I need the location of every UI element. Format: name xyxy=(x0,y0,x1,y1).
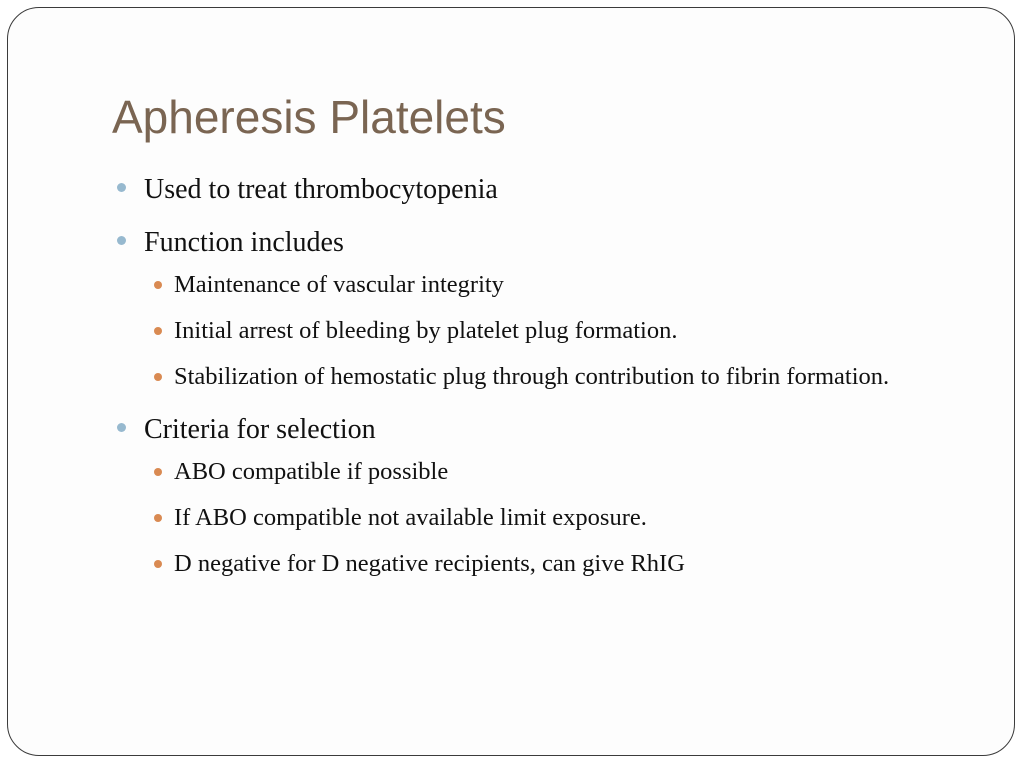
sub-bullet-text: Stabilization of hemostatic plug through contribution to fibrin formation. xyxy=(174,363,890,390)
sub-bullet-dot-icon xyxy=(154,373,162,381)
bullet-dot-icon xyxy=(117,236,126,245)
sub-bullet-text: Maintenance of vascular integrity xyxy=(174,271,504,298)
bullet-text: Criteria for selection xyxy=(144,414,376,445)
sub-bullet-dot-icon xyxy=(154,281,162,289)
sub-bullet-list xyxy=(144,452,942,584)
sub-bullet-item xyxy=(144,544,942,584)
bullet-text: Used to treat thrombocytopenia xyxy=(144,174,498,205)
sub-bullet-item xyxy=(144,311,942,351)
bullet-item-treatment xyxy=(112,170,942,210)
sub-bullet-dot-icon xyxy=(154,468,162,476)
sub-bullet-text: D negative for D negative recipients, can give RhIG xyxy=(174,550,685,577)
sub-bullet-dot-icon xyxy=(154,514,162,522)
slide-title: Apheresis Platelets xyxy=(112,91,506,143)
sub-bullet-item xyxy=(144,452,942,492)
bullet-dot-icon xyxy=(117,423,126,432)
sub-bullet-list xyxy=(144,265,942,397)
bullet-text: Function includes xyxy=(144,227,344,258)
bullet-list xyxy=(112,170,942,584)
sub-bullet-dot-icon xyxy=(154,560,162,568)
sub-bullet-item xyxy=(144,498,942,538)
sub-bullet-item xyxy=(144,265,942,305)
sub-bullet-text: ABO compatible if possible xyxy=(174,458,449,485)
sub-bullet-text: Initial arrest of bleeding by platelet plug formation. xyxy=(174,317,678,344)
slide-body xyxy=(112,170,942,597)
sub-bullet-dot-icon xyxy=(154,327,162,335)
bullet-item-criteria xyxy=(112,410,942,584)
bullet-item-function xyxy=(112,223,942,397)
bullet-dot-icon xyxy=(117,183,126,192)
sub-bullet-text: If ABO compatible not available limit exposure. xyxy=(174,504,647,531)
sub-bullet-item xyxy=(144,357,942,397)
